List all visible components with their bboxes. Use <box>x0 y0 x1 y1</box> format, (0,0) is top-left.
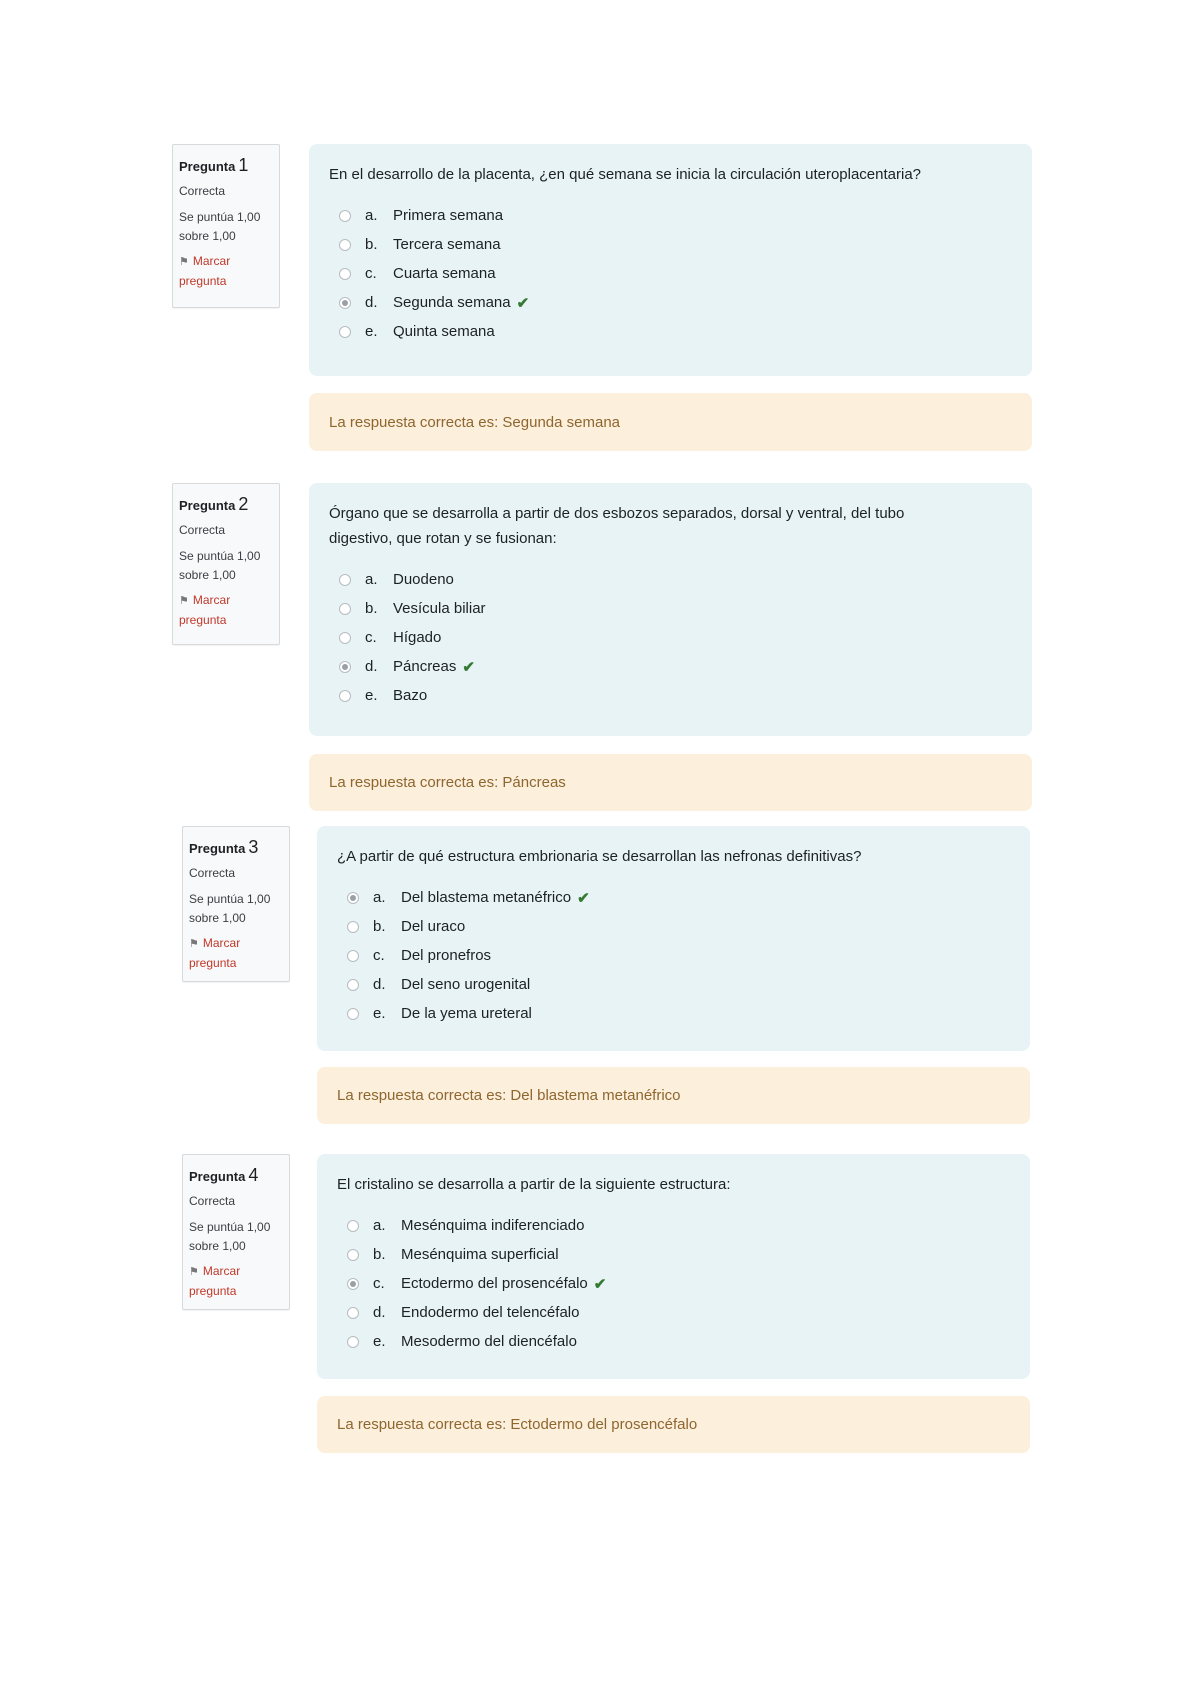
question-number <box>189 1165 289 1186</box>
answer-letter: d. <box>365 658 378 675</box>
answer-text: Hígado <box>393 629 442 646</box>
question-text: El cristalino se desarrolla a partir de la siguiente estructura: <box>337 1176 731 1193</box>
check-icon: ✔ <box>593 1275 607 1293</box>
answer-list <box>329 201 1012 346</box>
answer-option[interactable] <box>339 565 1012 594</box>
question-formulation <box>309 483 1032 736</box>
answer-letter: b. <box>365 600 378 617</box>
answer-radio[interactable] <box>339 239 351 251</box>
answer-letter: d. <box>373 1304 386 1321</box>
answer-radio[interactable] <box>339 297 351 309</box>
answer-list <box>337 1211 1010 1356</box>
answer-letter: b. <box>365 236 378 253</box>
answer-text: Páncreas <box>393 658 457 675</box>
answer-option[interactable] <box>347 883 1010 912</box>
answer-radio[interactable] <box>347 979 359 991</box>
flag-icon: ⚑ <box>179 595 189 607</box>
answer-text: Bazo <box>393 687 428 704</box>
answer-letter: c. <box>373 1275 385 1292</box>
answer-radio[interactable] <box>347 1278 359 1290</box>
question-formulation <box>309 144 1032 376</box>
flag-label-2: pregunta <box>189 956 237 970</box>
question-state: Correcta <box>179 184 226 198</box>
answer-radio[interactable] <box>347 1249 359 1261</box>
answer-text: Primera semana <box>393 207 504 224</box>
answer-text: Vesícula biliar <box>393 600 486 617</box>
flag-icon: ⚑ <box>189 1266 199 1278</box>
answer-list <box>329 565 1012 710</box>
answer-text: Tercera semana <box>393 236 501 253</box>
flag-label-1: Marcar <box>192 254 231 268</box>
flag-question-link[interactable] <box>179 591 279 630</box>
answer-option[interactable] <box>339 288 1012 317</box>
question-number <box>189 837 289 858</box>
answer-text: Del uraco <box>401 918 466 935</box>
feedback-box: La respuesta correcta es: Del blastema metanéfrico <box>317 1067 1030 1124</box>
answer-letter: d. <box>373 976 386 993</box>
answer-text: Mesodermo del diencéfalo <box>401 1333 577 1350</box>
check-icon: ✔ <box>462 658 475 676</box>
answer-letter: e. <box>365 687 378 704</box>
answer-text: Segunda semana <box>393 294 511 311</box>
grade-line-2: sobre 1,00 <box>179 229 236 243</box>
answer-letter: c. <box>365 265 377 282</box>
question-text: En el desarrollo de la placenta, ¿en qué semana se inicia la circulación uteroplacentaria? <box>329 166 922 183</box>
question-grade <box>179 547 279 585</box>
answer-letter: c. <box>373 947 385 964</box>
answer-option[interactable] <box>347 1269 1010 1298</box>
answer-letter: d. <box>365 294 378 311</box>
answer-radio[interactable] <box>339 268 351 280</box>
answer-text: Mesénquima superficial <box>401 1246 559 1263</box>
answer-letter: b. <box>373 1246 386 1263</box>
flag-label-1: Marcar <box>192 593 231 607</box>
flag-label-1: Marcar <box>202 936 241 950</box>
answer-radio[interactable] <box>347 1307 359 1319</box>
question-info <box>182 826 290 982</box>
answer-radio[interactable] <box>339 603 351 615</box>
answer-radio[interactable] <box>347 892 359 904</box>
answer-option[interactable] <box>339 623 1012 652</box>
answer-letter: e. <box>365 323 378 340</box>
answer-option[interactable] <box>339 259 1012 288</box>
grade-line-1: Se puntúa 1,00 <box>179 210 261 224</box>
flag-label-2: pregunta <box>179 274 227 288</box>
answer-text: Duodeno <box>393 571 454 588</box>
answer-letter: a. <box>365 571 378 588</box>
answer-radio[interactable] <box>339 210 351 222</box>
answer-text: Cuarta semana <box>393 265 496 282</box>
check-icon: ✔ <box>577 889 590 907</box>
question-label: Pregunta <box>189 841 246 856</box>
answer-letter: a. <box>373 889 386 906</box>
question-formulation <box>317 1154 1030 1379</box>
answer-letter: a. <box>373 1217 386 1234</box>
question-number-value: 1 <box>238 155 249 175</box>
answer-radio[interactable] <box>339 326 351 338</box>
answer-radio[interactable] <box>347 1336 359 1348</box>
flag-question-link[interactable] <box>179 252 279 291</box>
question-number <box>179 155 279 176</box>
question-label: Pregunta <box>179 498 236 513</box>
question-info <box>182 1154 290 1310</box>
answer-option[interactable] <box>347 999 1010 1028</box>
answer-option[interactable] <box>347 912 1010 941</box>
answer-radio[interactable] <box>339 661 351 673</box>
question-grade <box>179 208 279 246</box>
question-text: ¿A partir de qué estructura embrionaria se desarrollan las nefronas definitivas? <box>337 848 862 865</box>
answer-radio[interactable] <box>347 950 359 962</box>
grade-line-2: sobre 1,00 <box>179 568 236 582</box>
grade-line-2: sobre 1,00 <box>189 1239 246 1253</box>
answer-text: Quinta semana <box>393 323 495 340</box>
grade-line-2: sobre 1,00 <box>189 911 246 925</box>
answer-radio[interactable] <box>347 1008 359 1020</box>
answer-letter: b. <box>373 918 386 935</box>
question-state: Correcta <box>189 1194 236 1208</box>
question-number-value: 4 <box>248 1165 259 1185</box>
answer-option[interactable] <box>347 970 1010 999</box>
flag-question-link[interactable] <box>189 934 289 973</box>
answer-text: Mesénquima indiferenciado <box>401 1217 585 1234</box>
answer-option[interactable] <box>347 1298 1010 1327</box>
question-formulation <box>317 826 1030 1051</box>
answer-option[interactable] <box>347 941 1010 970</box>
feedback-box: La respuesta correcta es: Segunda semana <box>309 393 1032 451</box>
flag-label-2: pregunta <box>179 613 227 627</box>
feedback-box: La respuesta correcta es: Páncreas <box>309 754 1032 811</box>
question-grade <box>189 1218 289 1256</box>
question-number-value: 3 <box>248 837 259 857</box>
answer-option[interactable] <box>347 1211 1010 1240</box>
question-state: Correcta <box>179 523 226 537</box>
question-info <box>172 483 280 645</box>
answer-radio[interactable] <box>347 1220 359 1232</box>
question-label: Pregunta <box>189 1169 246 1184</box>
question-text: Órgano que se desarrolla a partir de dos esbozos separados, dorsal y ventral, del tubo digestivo, que rotan y se fusionan: <box>329 505 905 547</box>
answer-text: Del blastema metanéfrico <box>401 889 572 906</box>
answer-text: De la yema ureteral <box>401 1005 532 1022</box>
question-grade <box>189 890 289 928</box>
grade-line-1: Se puntúa 1,00 <box>189 1220 271 1234</box>
question-label: Pregunta <box>179 159 236 174</box>
answer-radio[interactable] <box>339 690 351 702</box>
flag-label-1: Marcar <box>202 1264 241 1278</box>
answer-letter: c. <box>365 629 377 646</box>
flag-question-link[interactable] <box>189 1262 289 1301</box>
answer-option[interactable] <box>347 1240 1010 1269</box>
answer-text: Del seno urogenital <box>401 976 531 993</box>
check-icon: ✔ <box>516 294 530 312</box>
answer-list <box>337 883 1010 1028</box>
answer-letter: a. <box>365 207 378 224</box>
answer-option[interactable] <box>339 317 1012 346</box>
answer-radio[interactable] <box>347 921 359 933</box>
answer-letter: e. <box>373 1333 386 1350</box>
question-number-value: 2 <box>238 494 249 514</box>
answer-text: Ectodermo del prosencéfalo <box>401 1275 588 1292</box>
feedback-box: La respuesta correcta es: Ectodermo del prosencéfalo <box>317 1396 1030 1453</box>
answer-option[interactable] <box>339 594 1012 623</box>
grade-line-1: Se puntúa 1,00 <box>179 549 261 563</box>
answer-option[interactable] <box>339 681 1012 710</box>
answer-text: Endodermo del telencéfalo <box>401 1304 580 1321</box>
question-info <box>172 144 280 308</box>
answer-option[interactable] <box>347 1327 1010 1356</box>
answer-radio[interactable] <box>339 574 351 586</box>
answer-letter: e. <box>373 1005 386 1022</box>
answer-option[interactable] <box>339 652 1012 681</box>
answer-option[interactable] <box>339 201 1012 230</box>
flag-label-2: pregunta <box>189 1284 237 1298</box>
flag-icon: ⚑ <box>189 938 199 950</box>
flag-icon: ⚑ <box>179 256 189 268</box>
question-number <box>179 494 279 515</box>
question-state: Correcta <box>189 866 236 880</box>
answer-option[interactable] <box>339 230 1012 259</box>
answer-text: Del pronefros <box>401 947 492 964</box>
answer-radio[interactable] <box>339 632 351 644</box>
grade-line-1: Se puntúa 1,00 <box>189 892 271 906</box>
